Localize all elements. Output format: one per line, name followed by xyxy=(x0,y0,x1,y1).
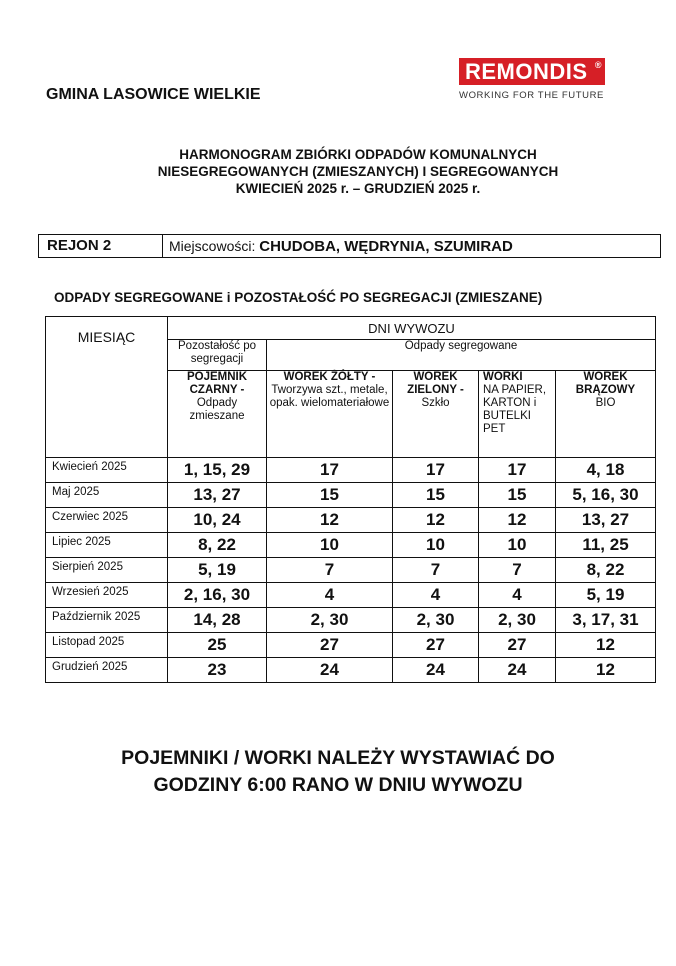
places-prefix: Miejscowości: xyxy=(169,238,256,254)
col-header-yellow-bag-title: WOREK ŻÓŁTY - xyxy=(283,371,376,383)
green-bag-days: 27 xyxy=(393,633,479,658)
brown-bag-days: 13, 27 xyxy=(556,508,656,533)
black-bin-days: 5, 19 xyxy=(168,558,267,583)
sorted-group-header: Odpady segregowane xyxy=(267,340,656,371)
black-bin-days: 10, 24 xyxy=(168,508,267,533)
paper-bag-days: 15 xyxy=(479,483,556,508)
yellow-bag-days: 24 xyxy=(267,658,393,683)
table-row xyxy=(46,583,656,608)
black-bin-days: 1, 15, 29 xyxy=(168,458,267,483)
paper-bag-days: 4 xyxy=(479,583,556,608)
region-places xyxy=(163,235,660,257)
footer-notice xyxy=(0,745,676,799)
table-subtitle: ODPADY SEGREGOWANE i POZOSTAŁOŚĆ PO SEGREGACJI (ZMIESZANE) xyxy=(54,290,543,305)
green-bag-days: 10 xyxy=(393,533,479,558)
table-row xyxy=(46,658,656,683)
brown-bag-days: 4, 18 xyxy=(556,458,656,483)
month-cell: Październik 2025 xyxy=(46,608,168,633)
col-header-black-bin-title: POJEMNIK CZARNY - xyxy=(186,371,248,396)
green-bag-days: 15 xyxy=(393,483,479,508)
month-cell: Grudzień 2025 xyxy=(46,658,168,683)
table-row xyxy=(46,558,656,583)
col-header-green-bag-desc: Szkło xyxy=(421,397,450,409)
paper-bag-days: 7 xyxy=(479,558,556,583)
yellow-bag-days: 7 xyxy=(267,558,393,583)
black-bin-days: 14, 28 xyxy=(168,608,267,633)
table-row xyxy=(46,633,656,658)
municipality-name: GMINA LASOWICE WIELKIE xyxy=(46,86,261,103)
brown-bag-days: 11, 25 xyxy=(556,533,656,558)
table-row xyxy=(46,508,656,533)
col-header-paper-bag xyxy=(479,371,556,458)
yellow-bag-days: 12 xyxy=(267,508,393,533)
paper-bag-days: 2, 30 xyxy=(479,608,556,633)
col-header-green-bag xyxy=(393,371,479,458)
table-row xyxy=(46,608,656,633)
logo-wordmark xyxy=(459,58,605,85)
green-bag-days: 12 xyxy=(393,508,479,533)
collection-schedule-table xyxy=(45,316,656,683)
green-bag-days: 7 xyxy=(393,558,479,583)
logo-text: REMONDIS xyxy=(465,59,588,84)
green-bag-days: 17 xyxy=(393,458,479,483)
footer-line-2: GODZINY 6:00 RANO W DNIU WYWOZU xyxy=(153,774,523,796)
col-header-brown-bag xyxy=(556,371,656,458)
green-bag-days: 4 xyxy=(393,583,479,608)
paper-bag-days: 12 xyxy=(479,508,556,533)
month-cell: Czerwiec 2025 xyxy=(46,508,168,533)
brown-bag-days: 5, 16, 30 xyxy=(556,483,656,508)
paper-bag-days: 24 xyxy=(479,658,556,683)
yellow-bag-days: 17 xyxy=(267,458,393,483)
col-header-paper-bag-desc: NA PAPIER, KARTON i BUTELKI PET xyxy=(483,384,547,435)
yellow-bag-days: 27 xyxy=(267,633,393,658)
black-bin-days: 2, 16, 30 xyxy=(168,583,267,608)
paper-bag-days: 10 xyxy=(479,533,556,558)
residual-group-header: Pozostałość po segregacji xyxy=(168,340,267,371)
col-header-black-bin xyxy=(168,371,267,458)
table-row xyxy=(46,533,656,558)
brown-bag-days: 12 xyxy=(556,658,656,683)
region-box xyxy=(38,234,661,258)
month-cell: Wrzesień 2025 xyxy=(46,583,168,608)
document-title xyxy=(0,146,676,197)
table-row xyxy=(46,483,656,508)
black-bin-days: 8, 22 xyxy=(168,533,267,558)
places-list: CHUDOBA, WĘDRYNIA, SZUMIRAD xyxy=(259,238,513,255)
black-bin-days: 23 xyxy=(168,658,267,683)
table-row xyxy=(46,458,656,483)
col-header-brown-bag-title: WOREK BRĄZOWY xyxy=(575,371,636,396)
month-cell: Lipiec 2025 xyxy=(46,533,168,558)
month-column-header: MIESIĄC xyxy=(46,317,168,458)
month-cell: Kwiecień 2025 xyxy=(46,458,168,483)
yellow-bag-days: 15 xyxy=(267,483,393,508)
col-header-black-bin-desc: Odpady zmieszane xyxy=(189,397,245,422)
logo-registered-mark: ® xyxy=(594,60,602,70)
green-bag-days: 2, 30 xyxy=(393,608,479,633)
col-header-brown-bag-desc: BIO xyxy=(595,397,616,409)
black-bin-days: 13, 27 xyxy=(168,483,267,508)
black-bin-days: 25 xyxy=(168,633,267,658)
col-header-yellow-bag-desc: Tworzywa szt., metale, opak. wielomateriałowe xyxy=(269,384,390,409)
brown-bag-days: 3, 17, 31 xyxy=(556,608,656,633)
yellow-bag-days: 10 xyxy=(267,533,393,558)
green-bag-days: 24 xyxy=(393,658,479,683)
month-cell: Sierpień 2025 xyxy=(46,558,168,583)
brown-bag-days: 5, 19 xyxy=(556,583,656,608)
col-header-paper-bag-title: WORKI xyxy=(483,371,523,383)
brown-bag-days: 12 xyxy=(556,633,656,658)
title-line-1: HARMONOGRAM ZBIÓRKI ODPADÓW KOMUNALNYCH xyxy=(179,147,537,162)
month-cell: Listopad 2025 xyxy=(46,633,168,658)
title-line-2: NIESEGREGOWANYCH (ZMIESZANYCH) I SEGREGOWANYCH xyxy=(157,164,559,179)
month-cell: Maj 2025 xyxy=(46,483,168,508)
paper-bag-days: 17 xyxy=(479,458,556,483)
yellow-bag-days: 2, 30 xyxy=(267,608,393,633)
footer-line-1: POJEMNIKI / WORKI NALEŻY WYSTAWIAĆ DO xyxy=(121,747,555,769)
yellow-bag-days: 4 xyxy=(267,583,393,608)
remondis-logo xyxy=(459,58,605,101)
col-header-yellow-bag xyxy=(267,371,393,458)
logo-tagline: WORKING FOR THE FUTURE xyxy=(459,90,604,101)
region-label: REJON 2 xyxy=(39,235,163,257)
brown-bag-days: 8, 22 xyxy=(556,558,656,583)
paper-bag-days: 27 xyxy=(479,633,556,658)
col-header-green-bag-title: WOREK ZIELONY - xyxy=(407,371,464,396)
collection-days-header: DNI WYWOZU xyxy=(168,317,656,340)
title-line-3: KWIECIEŃ 2025 r. – GRUDZIEŃ 2025 r. xyxy=(235,181,481,196)
